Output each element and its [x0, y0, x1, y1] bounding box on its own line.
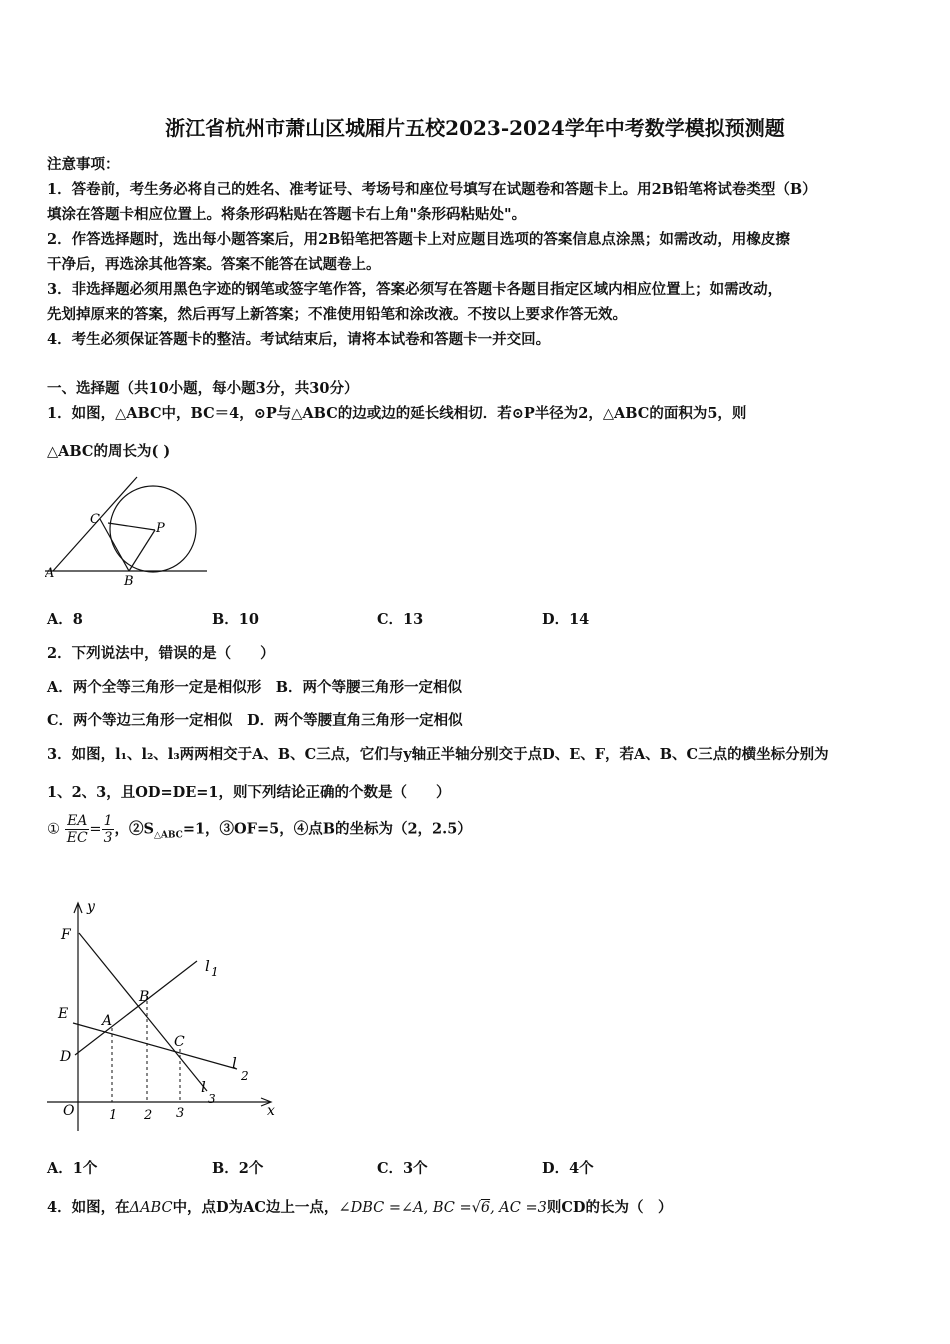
q3-tick-3: 3 — [176, 1106, 185, 1121]
q1-circle-p — [110, 486, 196, 572]
q3-label-e: E — [58, 1006, 69, 1022]
q3-stem: 1、2、3，且OD=DE=1，则下列结论正确的个数是（ ） — [47, 784, 451, 801]
q4-sqrt: √6 — [471, 1200, 491, 1216]
q3-label-l1: l — [205, 957, 210, 975]
q1-label-a: A — [45, 566, 55, 581]
q3-label-l3: l — [201, 1078, 206, 1096]
q3-stem: 3．如图，l₁、l₂、l₃两两相交于A、B、C三点，它们与y轴正半轴分别交于点D、E、F，若A、B、C三点的横坐标分别为 — [47, 746, 829, 763]
q3-fraction-one-third: $\frac{1}{3}$ — [103, 813, 113, 846]
q1-label-c: C — [90, 512, 100, 527]
q1-option-a[interactable]: A．8 — [47, 611, 83, 628]
q4-stem: 4．如图，在ΔABC中，点D为AC边上一点，∠DBC =∠A, BC =√6, AC =3则CD的长为（ ） — [47, 1199, 673, 1216]
q3-tick-2: 2 — [144, 1108, 153, 1123]
q1-option-b[interactable]: B．10 — [212, 611, 259, 628]
q3-option-c[interactable]: C．3个 — [377, 1160, 428, 1177]
q3-fraction-ea-ec: $\frac{EA}{EC}$ — [66, 813, 88, 846]
q2-stem: 2．下列说法中，错误的是（ ） — [47, 645, 275, 662]
q3-label-l2: l — [232, 1054, 237, 1072]
notice-line: 填涂在答题卡相应位置上。将条形码粘贴在答题卡右上角"条形码粘贴处"。 — [47, 206, 527, 223]
section-heading: 一、选择题（共10小题，每小题3分，共30分） — [47, 380, 359, 397]
q1-option-c[interactable]: C．13 — [377, 611, 424, 628]
q3-conclusion-1-mark: ① — [47, 821, 60, 838]
notice-line: 先划掉原来的答案，然后再写上新答案；不准使用铅笔和涂改液。不按以上要求作答无效。 — [47, 306, 627, 323]
q3-label-a: A — [102, 1013, 113, 1029]
q3-label-x: x — [267, 1103, 275, 1119]
q3-label-f: F — [61, 927, 71, 943]
q1-stem: △ABC的周长为( ) — [47, 443, 171, 460]
q4-triangle: ΔABC — [129, 1200, 173, 1216]
q3-tick-1: 1 — [109, 1108, 118, 1123]
q1-side-cb — [100, 519, 129, 571]
q3-label-c: C — [174, 1034, 185, 1050]
q3-option-d[interactable]: D．4个 — [542, 1160, 594, 1177]
q2-options-row[interactable]: A．两个全等三角形一定是相似形 B．两个等腰三角形一定相似 — [47, 679, 463, 696]
q2-options-row[interactable]: C．两个等边三角形一定相似 D．两个等腰直角三角形一定相似 — [47, 712, 463, 729]
q3-label-l2-sub: 2 — [241, 1069, 249, 1083]
notice-line: 4．考生必须保证答题卡的整洁。考试结束后，请将本试卷和答题卡一并交回。 — [47, 331, 551, 348]
notice-heading: 注意事项： — [47, 156, 120, 173]
q3-label-l3-sub: 3 — [208, 1092, 216, 1106]
q3-option-b[interactable]: B．2个 — [212, 1160, 264, 1177]
q3-figure — [45, 893, 285, 1138]
q3-conclusions: ① $\frac{EA}{EC}$ = $\frac{1}{3}$ ，$②S_{\triangle ABC}=1$，③OF=5，④点B的坐标为（2，2.5） — [47, 813, 472, 846]
q3-label-o: O — [63, 1103, 75, 1119]
q1-segment-cp — [108, 523, 155, 530]
q1-option-d[interactable]: D．14 — [542, 611, 590, 628]
q1-segment-bp — [129, 530, 155, 571]
q1-stem: 1．如图，△ABC中，BC＝4，⊙P与△ABC的边或边的延长线相切．若⊙P半径为2，△ABC的面积为5，则 — [47, 405, 747, 422]
q1-figure — [45, 473, 210, 588]
q3-option-a[interactable]: A．1个 — [47, 1160, 98, 1177]
q3-label-d: D — [60, 1049, 72, 1065]
q3-label-b: B — [139, 989, 150, 1005]
page-title: 浙江省杭州市萧山区城厢片五校2023-2024学年中考数学模拟预测题 — [165, 116, 785, 140]
notice-line: 1．答卷前，考生务必将自己的姓名、准考证号、考场号和座位号填写在试题卷和答题卡上。用2B铅笔将试卷类型（B） — [47, 181, 817, 198]
notice-line: 干净后，再选涂其他答案。答案不能答在试题卷上。 — [47, 256, 381, 273]
q1-label-p: P — [156, 521, 165, 536]
notice-line: 3．非选择题必须用黑色字迹的钢笔或签字笔作答，答案必须写在答题卡各题目指定区域内相应位置上；如需改动， — [47, 281, 783, 298]
q4-condition: ∠DBC =∠A, BC = — [338, 1200, 472, 1216]
q3-label-l1-sub: 1 — [211, 965, 219, 979]
q1-label-b: B — [124, 574, 134, 588]
notice-line: 2．作答选择题时，选出每小题答案后，用2B铅笔把答题卡上对应题目选项的答案信息点涂黑；如需改动，用橡皮擦 — [47, 231, 790, 248]
q3-label-y: y — [87, 899, 95, 915]
